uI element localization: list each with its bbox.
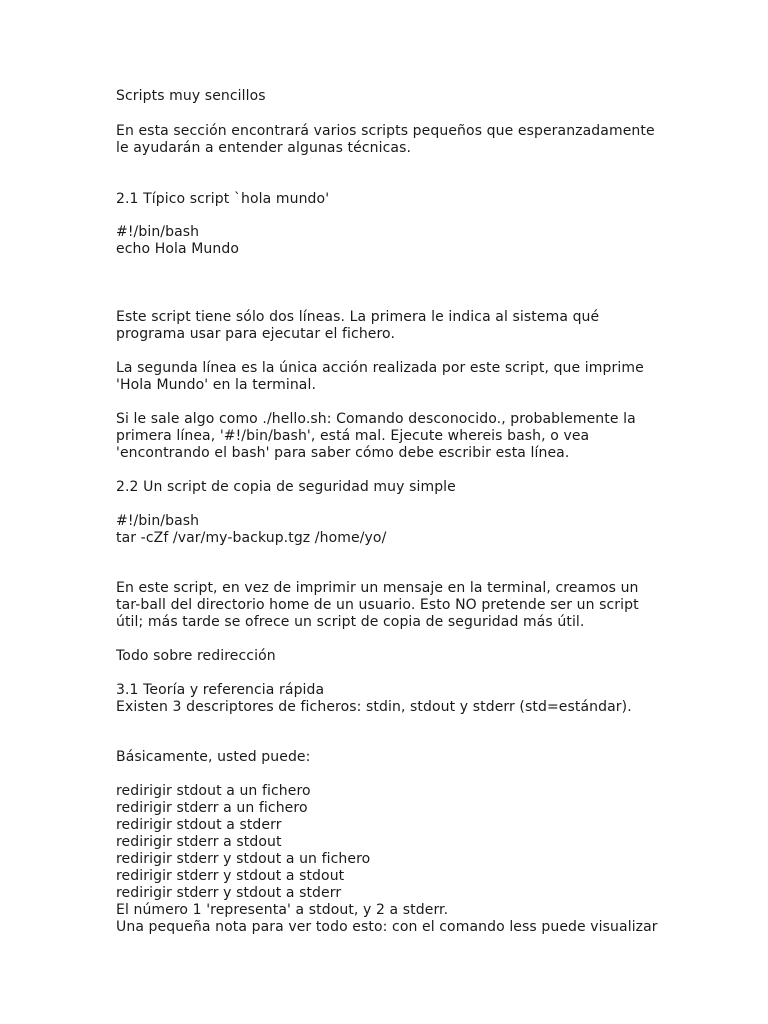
code-line: echo Hola Mundo — [116, 241, 239, 257]
paragraph-line: Una pequeña nota para ver todo esto: con el comando less puede visualizar — [116, 919, 658, 935]
list-item: redirigir stdout a un fichero — [116, 783, 311, 799]
code-line: tar -cZf /var/my-backup.tgz /home/yo/ — [116, 530, 387, 546]
paragraph-line: La segunda línea es la única acción realizada por este script, que imprime — [116, 360, 644, 376]
paragraph-line: En esta sección encontrará varios scripts pequeños que esperanzadamente — [116, 123, 655, 139]
paragraph-line: primera línea, '#!/bin/bash', está mal. Ejecute whereis bash, o vea — [116, 428, 590, 444]
paragraph-line: útil; más tarde se ofrece un script de copia de seguridad más útil. — [116, 614, 585, 630]
paragraph-line: programa usar para ejecutar el fichero. — [116, 326, 396, 342]
list-item: redirigir stderr a un fichero — [116, 800, 308, 816]
paragraph-line: tar-ball del directorio home de un usuario. Esto NO pretende ser un script — [116, 597, 639, 613]
heading-3-1: 3.1 Teoría y referencia rápida — [116, 682, 325, 698]
paragraph-line: 'encontrando el bash' para saber cómo debe escribir esta línea. — [116, 445, 570, 461]
paragraph-line: El número 1 'representa' a stdout, y 2 a stderr. — [116, 902, 449, 918]
list-item: redirigir stderr a stdout — [116, 834, 282, 850]
paragraph-line: 'Hola Mundo' en la terminal. — [116, 377, 317, 393]
list-item: redirigir stderr y stdout a stdout — [116, 868, 345, 884]
list-item: redirigir stdout a stderr — [116, 817, 282, 833]
paragraph-line: le ayudarán a entender algunas técnicas. — [116, 140, 412, 156]
code-line: #!/bin/bash — [116, 224, 200, 240]
heading-2-1: 2.1 Típico script `hola mundo' — [116, 191, 330, 207]
list-item: redirigir stderr y stdout a stderr — [116, 885, 342, 901]
heading-scripts-sencillos: Scripts muy sencillos — [116, 88, 266, 104]
heading-redireccion: Todo sobre redirección — [116, 648, 276, 664]
heading-2-2: 2.2 Un script de copia de seguridad muy simple — [116, 479, 456, 495]
paragraph-line: En este script, en vez de imprimir un mensaje en la terminal, creamos un — [116, 580, 639, 596]
list-item: redirigir stderr y stdout a un fichero — [116, 851, 371, 867]
paragraph-line: Básicamente, usted puede: — [116, 749, 311, 765]
code-line: #!/bin/bash — [116, 513, 200, 529]
paragraph-line: Existen 3 descriptores de ficheros: stdin, stdout y stderr (std=estándar). — [116, 699, 632, 715]
paragraph-line: Este script tiene sólo dos líneas. La primera le indica al sistema qué — [116, 309, 600, 325]
paragraph-line: Si le sale algo como ./hello.sh: Comando desconocido., probablemente la — [116, 411, 636, 427]
